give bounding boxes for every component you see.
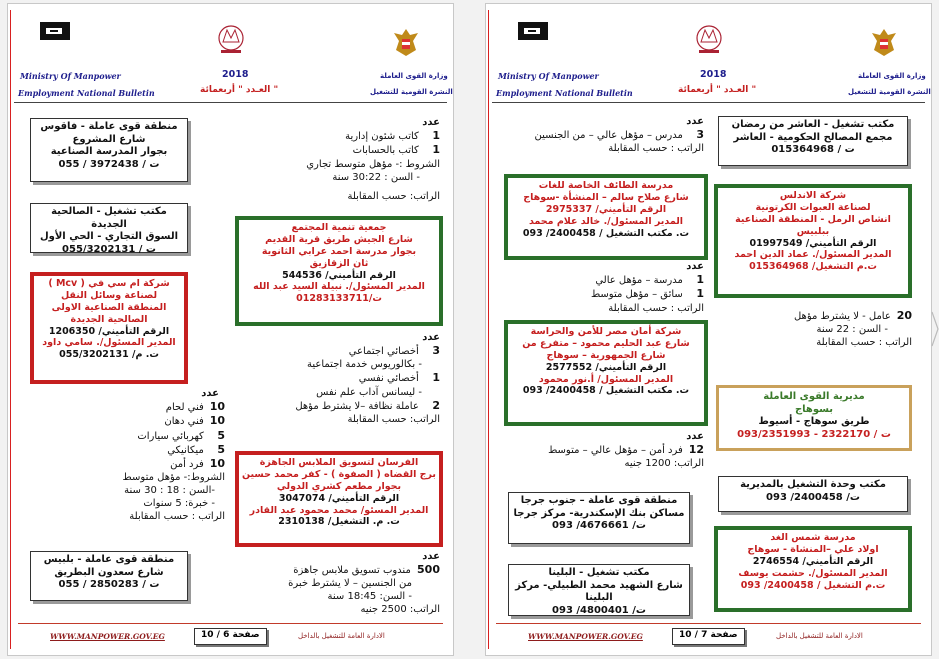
vacancy-block: عدد 3 أخصائي اجتماعي - بكالوريوس خدمة اجتماعية 1 أخصائي نفسي - ليسانس آداب علم نفس 2 عاملة نظافة –لا يشترط مؤهل الراتب: حسب المقابلة bbox=[248, 331, 440, 426]
company-box: شركة ام سي في ( Mcv ) لصناعة وسائل النقل المنطقة الصناعية الاولى الصالحية الجديدة الرقم التأميني/ 1206350 المدير المسئول/. سامي داود ت. م/ 055/3202131 bbox=[30, 272, 188, 384]
vacancy-item: 1 أخصائي نفسي bbox=[358, 371, 440, 385]
issue-number: العـدد " أربعمائة " bbox=[200, 85, 279, 95]
page-margin-line bbox=[488, 10, 489, 649]
page-header bbox=[8, 4, 453, 104]
egypt-eagle-icon bbox=[869, 26, 899, 60]
ministry-ar: وزارة القوى العاملة bbox=[858, 72, 926, 80]
year: 2018 bbox=[700, 69, 727, 80]
egypt-eagle-icon bbox=[391, 26, 421, 60]
ministry-en: Ministry Of Manpower bbox=[20, 71, 121, 81]
bulletin-en: Employment National Bulletin bbox=[496, 88, 633, 98]
salary: الراتب: حسب المقابلة bbox=[347, 413, 440, 425]
header-divider bbox=[492, 102, 925, 103]
scroll-right-icon[interactable] bbox=[931, 310, 939, 348]
directorate-box: مديرية القوى العاملة بسوهاج طريق سوهاج - أسيوط ت / 2322170 - 093/2351993 bbox=[716, 385, 912, 451]
issue-number: العـدد " أربعمائة " bbox=[678, 85, 757, 95]
ministry-ar: وزارة القوى العاملة bbox=[380, 72, 448, 80]
office-box: مكتب تشغيل - الصالحية الجديدة السوق التجاري - الحي الأول ت / 055/3202131 bbox=[30, 203, 188, 253]
conditions: الشروط:- مؤهل متوسط bbox=[122, 472, 225, 484]
vacancy-block: عدد 1 مدرسة – مؤهل عالي 1 سائق – مؤهل متوسط الراتب : حسب المقابلة bbox=[508, 260, 704, 315]
salary: الراتب : حسب المقابلة bbox=[129, 511, 225, 523]
ministry-en: Ministry Of Manpower bbox=[498, 71, 599, 81]
bulletin-logo-icon bbox=[38, 16, 76, 50]
page-number: صفحة 7 / 10 bbox=[672, 628, 745, 645]
conditions: الشروط :- مؤهل متوسط تجاري bbox=[306, 158, 440, 170]
vacancy-block: عدد 3 مدرس – مؤهل عالي – من الجنسين الراتب : حسب المقابلة bbox=[508, 115, 704, 155]
bulletin-en: Employment National Bulletin bbox=[18, 88, 155, 98]
company-box: مدرسة شمس الغد اولاد علي –المنشاة - سوهاج الرقم التأميني/ 2746554 المدير المسئول/. حشمت يوسف ت.م التشغيل / 2400458/ 093 bbox=[714, 526, 912, 612]
company-box: شركة الاندلس لصناعة العبوات الكرتونية انشاص الرمل - المنطقة الصناعية ببلبيس الرقم التأميني/ 01997549 المدير المسئول/. عماد الدين احمد ت.م التشغيل/ 015364968 bbox=[714, 184, 912, 298]
company-box: الفرسان لتسويق الملابس الجاهزة برج القضاه ( الصفوة ) - كفر محمد حسين بجوار مطعم كشري الدولي الرقم التأميني/ 3047074 المدير المسئو/ محمد محمود عبد القادر ت. م. التشغيل/ 2310138 bbox=[235, 451, 443, 547]
experience: - خبرة: 5 سنوات bbox=[143, 498, 215, 510]
header-divider bbox=[14, 102, 447, 103]
vacancy-item: 1 سائق – مؤهل متوسط bbox=[590, 287, 704, 301]
company-box: شركة أمان مصر للأمن والحراسة شارع عبد الحليم محمود – متفرع من شارع الجمهورية – سوهاج الرقم التأميني/ 2577552 المدير المسئول/ أ.نور محمود ت. مكتب التشغيل / 2400458/ 093 bbox=[504, 320, 708, 426]
vacancy-block bbox=[716, 309, 912, 349]
company-box: جمعية تنمية المجتمع شارع الجيش طريق قرية القديم بجوار مدرسة احمد عرابي الثانوية ثان الزقازيق الرقم التأميني/ 544536 المدير المسئول/. نبيلة السيد عبد الله ت/01283133711 bbox=[235, 216, 443, 326]
bulletin-ar: النشرة القومية للتشغيل bbox=[848, 88, 931, 96]
vacancy-item: 500 مندوب تسويق ملابس جاهزة bbox=[293, 563, 440, 576]
vacancy-note: - ليسانس آداب علم نفس bbox=[316, 386, 422, 398]
vacancy-item: 10 فرد أمن bbox=[170, 457, 225, 471]
office-box: مكتب تشغيل - البلينا شارع الشهيد محمد الطبيلي- مركز البلينا ت/ 4800401/ 093 bbox=[508, 564, 690, 616]
page-header bbox=[486, 4, 931, 104]
vacancy-block: عدد 12 فرد أمن – مؤهل عالي – متوسط الراتب: 1200 جنيه bbox=[508, 430, 704, 470]
office-box: منطقة قوى عاملة - بلبيس شارع سعدون البطريق ت / 2850283 / 055 bbox=[30, 551, 188, 601]
vacancy-item: 5 ميكانيكي bbox=[167, 442, 225, 456]
office-box: مكتب تشغيل - العاشر من رمضان مجمع المصالح الحكومية - العاشر ت / 015364968 bbox=[718, 116, 908, 166]
office-box: منطقة قوى عاملة - فاقوس شارع المشروع بجوار المدرسة الصناعية ت / 3972438 / 055 bbox=[30, 118, 188, 182]
company-box: مدرسة الطائف الخاصة للغات شارع صلاح سالم – المنشأة -سوهاج الرقم التأميني/ 2975337 المدير المسئول/. خالد علام محمد ت. مكتب التشغيل / 2400458/ 093 bbox=[504, 174, 708, 260]
salary: الراتب : حسب المقابلة bbox=[608, 302, 704, 314]
vacancy-item: 3 مدرس – مؤهل عالي – من الجنسين bbox=[534, 128, 704, 141]
footer-url-link[interactable]: WWW.MANPOWER.GOV.EG bbox=[50, 632, 165, 641]
page-number: صفحة 6 / 10 bbox=[194, 628, 267, 645]
footer-dept: الادارة العامة للتشغيل بالداخل bbox=[298, 632, 385, 640]
salary: الراتب: حسب المقابلة bbox=[347, 190, 440, 202]
age-condition: - السن : 30:22 سنة bbox=[332, 171, 420, 183]
bulletin-logo-icon bbox=[516, 16, 554, 50]
page-left bbox=[7, 3, 454, 656]
office-box: منطقة قوى عاملة – جنوب جرجا مساكن بنك الإسكندرية- مركز جرجا ت/ 4676661/ 093 bbox=[508, 492, 690, 544]
footer-divider bbox=[496, 623, 921, 624]
vacancy-item: 20 عامل - لا يشترط مؤهل bbox=[793, 309, 912, 322]
page-margin-line bbox=[10, 10, 11, 649]
vacancy-note: - بكالوريوس خدمة اجتماعية bbox=[307, 359, 422, 371]
salary: الراتب: 1200 جنيه bbox=[624, 458, 704, 470]
age-condition: -السن : 18 : 30 سنة bbox=[124, 485, 215, 497]
vacancy-item: 10 فني لحام bbox=[165, 400, 225, 413]
footer-divider bbox=[18, 623, 443, 624]
age-condition: - السن: 18:45 سنة bbox=[327, 591, 412, 603]
vacancy-item: 1 كاتب شئون إدارية bbox=[345, 129, 440, 142]
vacancy-block bbox=[260, 116, 440, 203]
year: 2018 bbox=[222, 69, 249, 80]
vacancy-item: 1 مدرسة – مؤهل عالي bbox=[595, 273, 704, 286]
vacancy-block: عدد 500 مندوب تسويق ملابس جاهزة من الجنسين – لا يشترط خبرة - السن: 18:45 سنة الراتب: 2500 جنيه bbox=[243, 550, 440, 616]
salary: الراتب : حسب المقابلة bbox=[816, 337, 912, 349]
footer-dept: الادارة العامة للتشغيل بالداخل bbox=[776, 632, 863, 640]
vacancy-item: 2 عاملة نظافة –لا يشترط مؤهل bbox=[295, 398, 440, 412]
conditions: من الجنسين – لا يشترط خبرة bbox=[288, 578, 412, 590]
salary: الراتب : حسب المقابلة bbox=[608, 143, 704, 155]
vacancy-item: 3 أخصائي اجتماعي bbox=[348, 344, 440, 357]
page-right bbox=[485, 3, 932, 656]
ministry-emblem-icon bbox=[213, 22, 249, 56]
vacancy-item: 12 فرد أمن – مؤهل عالي – متوسط bbox=[548, 443, 704, 456]
bulletin-ar: النشرة القومية للتشغيل bbox=[370, 88, 453, 96]
vacancy-item: 1 كاتب بالحسابات bbox=[352, 143, 440, 157]
salary: الراتب: 2500 جنيه bbox=[360, 604, 440, 616]
vacancy-item: 5 كهربائي سيارات bbox=[137, 428, 225, 442]
age-condition: - السن : 22 سنة bbox=[816, 324, 888, 336]
vacancy-item: 10 فني دهان bbox=[164, 414, 225, 428]
vacancy-block: عدد 10 فني لحام 10 فني دهان 5 كهربائي سيارات 5 ميكانيكي 10 فرد أمن الشروط:- مؤهل متوسط -السن : 18 : 30 سنة - خبرة: 5 سنوات الراتب : حسب المقابلة bbox=[30, 387, 225, 523]
count-label: عدد bbox=[422, 117, 440, 128]
office-box: مكتب وحدة التشغيل بالمديرية ت/ 2400458/ 093 bbox=[718, 476, 908, 512]
footer-url-link[interactable]: WWW.MANPOWER.GOV.EG bbox=[528, 632, 643, 641]
ministry-emblem-icon bbox=[691, 22, 727, 56]
